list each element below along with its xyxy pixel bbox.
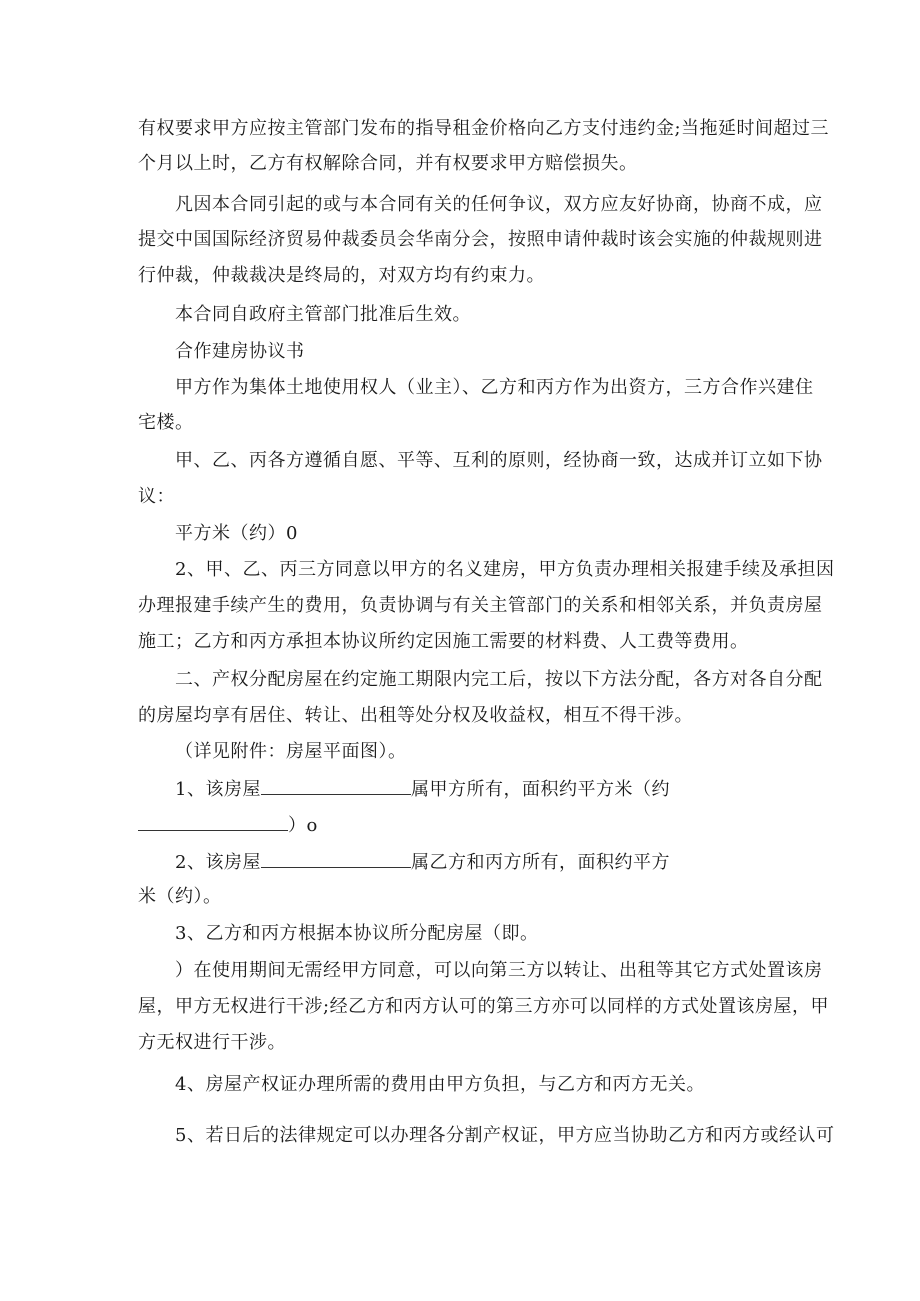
text-line: 办理报建手续产生的费用，负责协调与有关主管部门的关系和相邻关系，并负责房屋	[138, 595, 823, 616]
text-line: 有权要求甲方应按主管部门发布的指导租金价格向乙方支付违约金;当拖延时间超过三	[138, 118, 830, 139]
fill-in-blank	[261, 851, 411, 868]
paragraph-start: 平方米（约）0	[175, 523, 298, 544]
paragraph-start: 5、若日后的法律规定可以办理各分割产权证，甲方应当协助乙方和丙方或经认可	[175, 1125, 835, 1146]
paragraph-start: 4、房屋产权证办理所需的费用由甲方负担，与乙方和丙方无关。	[175, 1074, 705, 1095]
item-2-suffix: 属乙方和丙方所有，面积约平方	[410, 852, 670, 873]
item-1-suffix: 属甲方所有，面积约平方米（约	[410, 779, 670, 800]
paragraph-start: 甲方作为集体土地使用权人（业主）、乙方和丙方作为出资方，三方合作兴建住	[175, 377, 814, 398]
paragraph-start: 3、乙方和丙方根据本协议所分配房屋（即。	[175, 923, 539, 944]
paragraph-start: 本合同自政府主管部门批准后生效。	[175, 304, 471, 325]
text-line: 施工；乙方和丙方承担本协议所约定因施工需要的材料费、人工费等费用。	[138, 631, 749, 652]
text-line: 个月以上时，乙方有权解除合同，并有权要求甲方赔偿损失。	[138, 153, 638, 174]
item-2-line	[175, 851, 670, 874]
paragraph-start: （详见附件：房屋平面图）。	[175, 741, 407, 762]
text-line: 屋，甲方无权进行干涉;经乙方和丙方认可的第三方亦可以同样的方式处置该房屋，甲	[138, 996, 830, 1017]
item-2-prefix: 2、该房屋	[175, 852, 261, 873]
fill-in-blank	[138, 814, 288, 831]
item-1-prefix: 1、该房屋	[175, 779, 261, 800]
text-line: 的房屋均享有居住、转让、出租等处分权及收益权，相互不得干涉。	[138, 705, 693, 726]
item-2-tail: 米（约）。	[138, 886, 222, 907]
section-heading: 合作建房协议书	[175, 341, 305, 362]
item-1-line	[175, 778, 670, 801]
fill-in-blank	[261, 778, 411, 795]
item-1-tail: ）o	[288, 815, 318, 836]
text-line: 议：	[138, 486, 175, 507]
paragraph-start: 2、甲、乙、丙三方同意以甲方的名义建房，甲方负责办理相关报建手续及承担因	[175, 559, 835, 580]
text-line: 方无权进行干涉。	[138, 1032, 286, 1053]
text-line: 行仲裁，仲裁裁决是终局的，对双方均有约束力。	[138, 265, 545, 286]
paragraph-start: 二、产权分配房屋在约定施工期限内完工后，按以下方法分配，各方对各自分配	[175, 669, 823, 690]
paragraph-start: 凡因本合同引起的或与本合同有关的任何争议，双方应友好协商，协商不成，应	[175, 194, 823, 215]
paragraph-start: 甲、乙、丙各方遵循自愿、平等、互利的原则，经协商一致，达成并订立如下协	[175, 450, 823, 471]
text-line: 宅楼。	[138, 412, 194, 433]
text-line: 提交中国国际经济贸易仲裁委员会华南分会，按照申请仲裁时该会实施的仲裁规则进	[138, 229, 823, 250]
item-1-continuation	[138, 814, 318, 837]
paragraph-start: ）在使用期间无需经甲方同意，可以向第三方以转让、出租等其它方式处置该房	[175, 960, 823, 981]
